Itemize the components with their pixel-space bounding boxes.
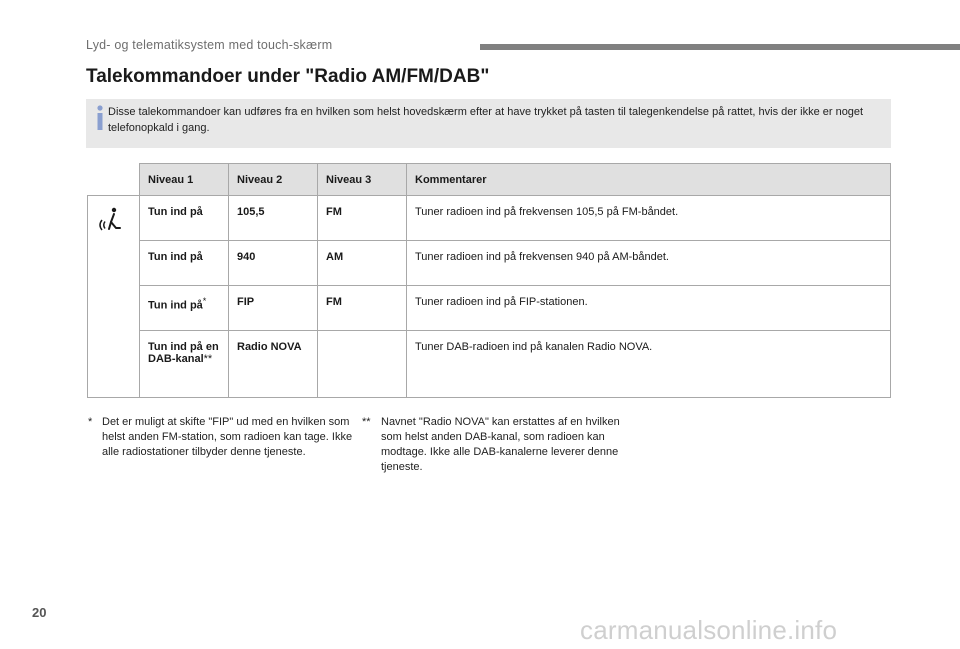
voice-command-table	[87, 163, 891, 398]
table-cell-level2: 105,5	[229, 196, 318, 241]
table-cell-level2: FIP	[229, 286, 318, 331]
footnote-text: Navnet "Radio NOVA" kan erstattes af en hvilken som helst anden DAB-kanal, som radioen kan modtage. Ikke alle DAB-kanalerne leverer denne tjeneste.	[381, 416, 620, 473]
footnote-marker: *	[202, 296, 207, 306]
table-header-cell: Niveau 1	[140, 164, 229, 196]
table-cell-level3: AM	[318, 241, 407, 286]
table-cell-comment: Tuner radioen ind på frekvensen 105,5 på FM-båndet.	[407, 196, 891, 241]
table-cell-level1	[140, 331, 229, 398]
footnote-text: Det er muligt at skifte "FIP" ud med en hvilken som helst anden FM-station, som radioen kan tage. Ikke alle radiostationer tilbyder denne tjeneste.	[102, 416, 353, 458]
footnote-marker: **	[362, 416, 371, 428]
info-icon	[95, 105, 105, 131]
table-row	[88, 331, 891, 398]
table-cell-comment: Tuner radioen ind på frekvensen 940 på AM-båndet.	[407, 241, 891, 286]
table-cell-comment: Tuner radioen ind på FIP-stationen.	[407, 286, 891, 331]
table-header-blank	[88, 164, 140, 196]
level1-text: Tun ind på en DAB-kanal	[148, 341, 219, 365]
icon-cell	[88, 196, 140, 398]
table-cell-level1: Tun ind på	[140, 241, 229, 286]
table-cell-level1	[140, 286, 229, 331]
table-row	[88, 196, 891, 241]
footnote-2	[362, 415, 622, 475]
table-row	[88, 241, 891, 286]
watermark: carmanualsonline.info	[580, 615, 838, 645]
table-row	[88, 286, 891, 331]
footnote-marker: **	[203, 353, 213, 365]
table-cell-level2: 940	[229, 241, 318, 286]
page-number: 20	[32, 605, 47, 620]
table-cell-level3: FM	[318, 286, 407, 331]
page-title: Talekommandoer under "Radio AM/FM/DAB"	[86, 66, 490, 87]
info-text: Disse talekommandoer kan udføres fra en hvilken som helst hovedskærm efter at have trykket på tasten til talegenkendelse på rattet, hvis der ikke er noget telefonopkald i gang.	[108, 106, 864, 134]
footnote-marker: *	[88, 416, 93, 428]
table-cell-level3	[318, 331, 407, 398]
header-bar	[480, 44, 960, 50]
table-header-cell: Niveau 2	[229, 164, 318, 196]
table-cell-comment: Tuner DAB-radioen ind på kanalen Radio NOVA.	[407, 331, 891, 398]
info-box	[86, 99, 891, 148]
footnote-1	[88, 415, 353, 460]
table-header-cell: Kommentarer	[407, 164, 891, 196]
table-header-cell: Niveau 3	[318, 164, 407, 196]
voice-command-icon	[96, 206, 124, 236]
running-header: Lyd- og telematiksystem med touch-skærm	[86, 38, 333, 52]
table-header-row	[88, 164, 891, 196]
table-cell-level2: Radio NOVA	[229, 331, 318, 398]
table-cell-level1: Tun ind på	[140, 196, 229, 241]
table-cell-level3: FM	[318, 196, 407, 241]
level1-text: Tun ind på	[148, 299, 203, 312]
